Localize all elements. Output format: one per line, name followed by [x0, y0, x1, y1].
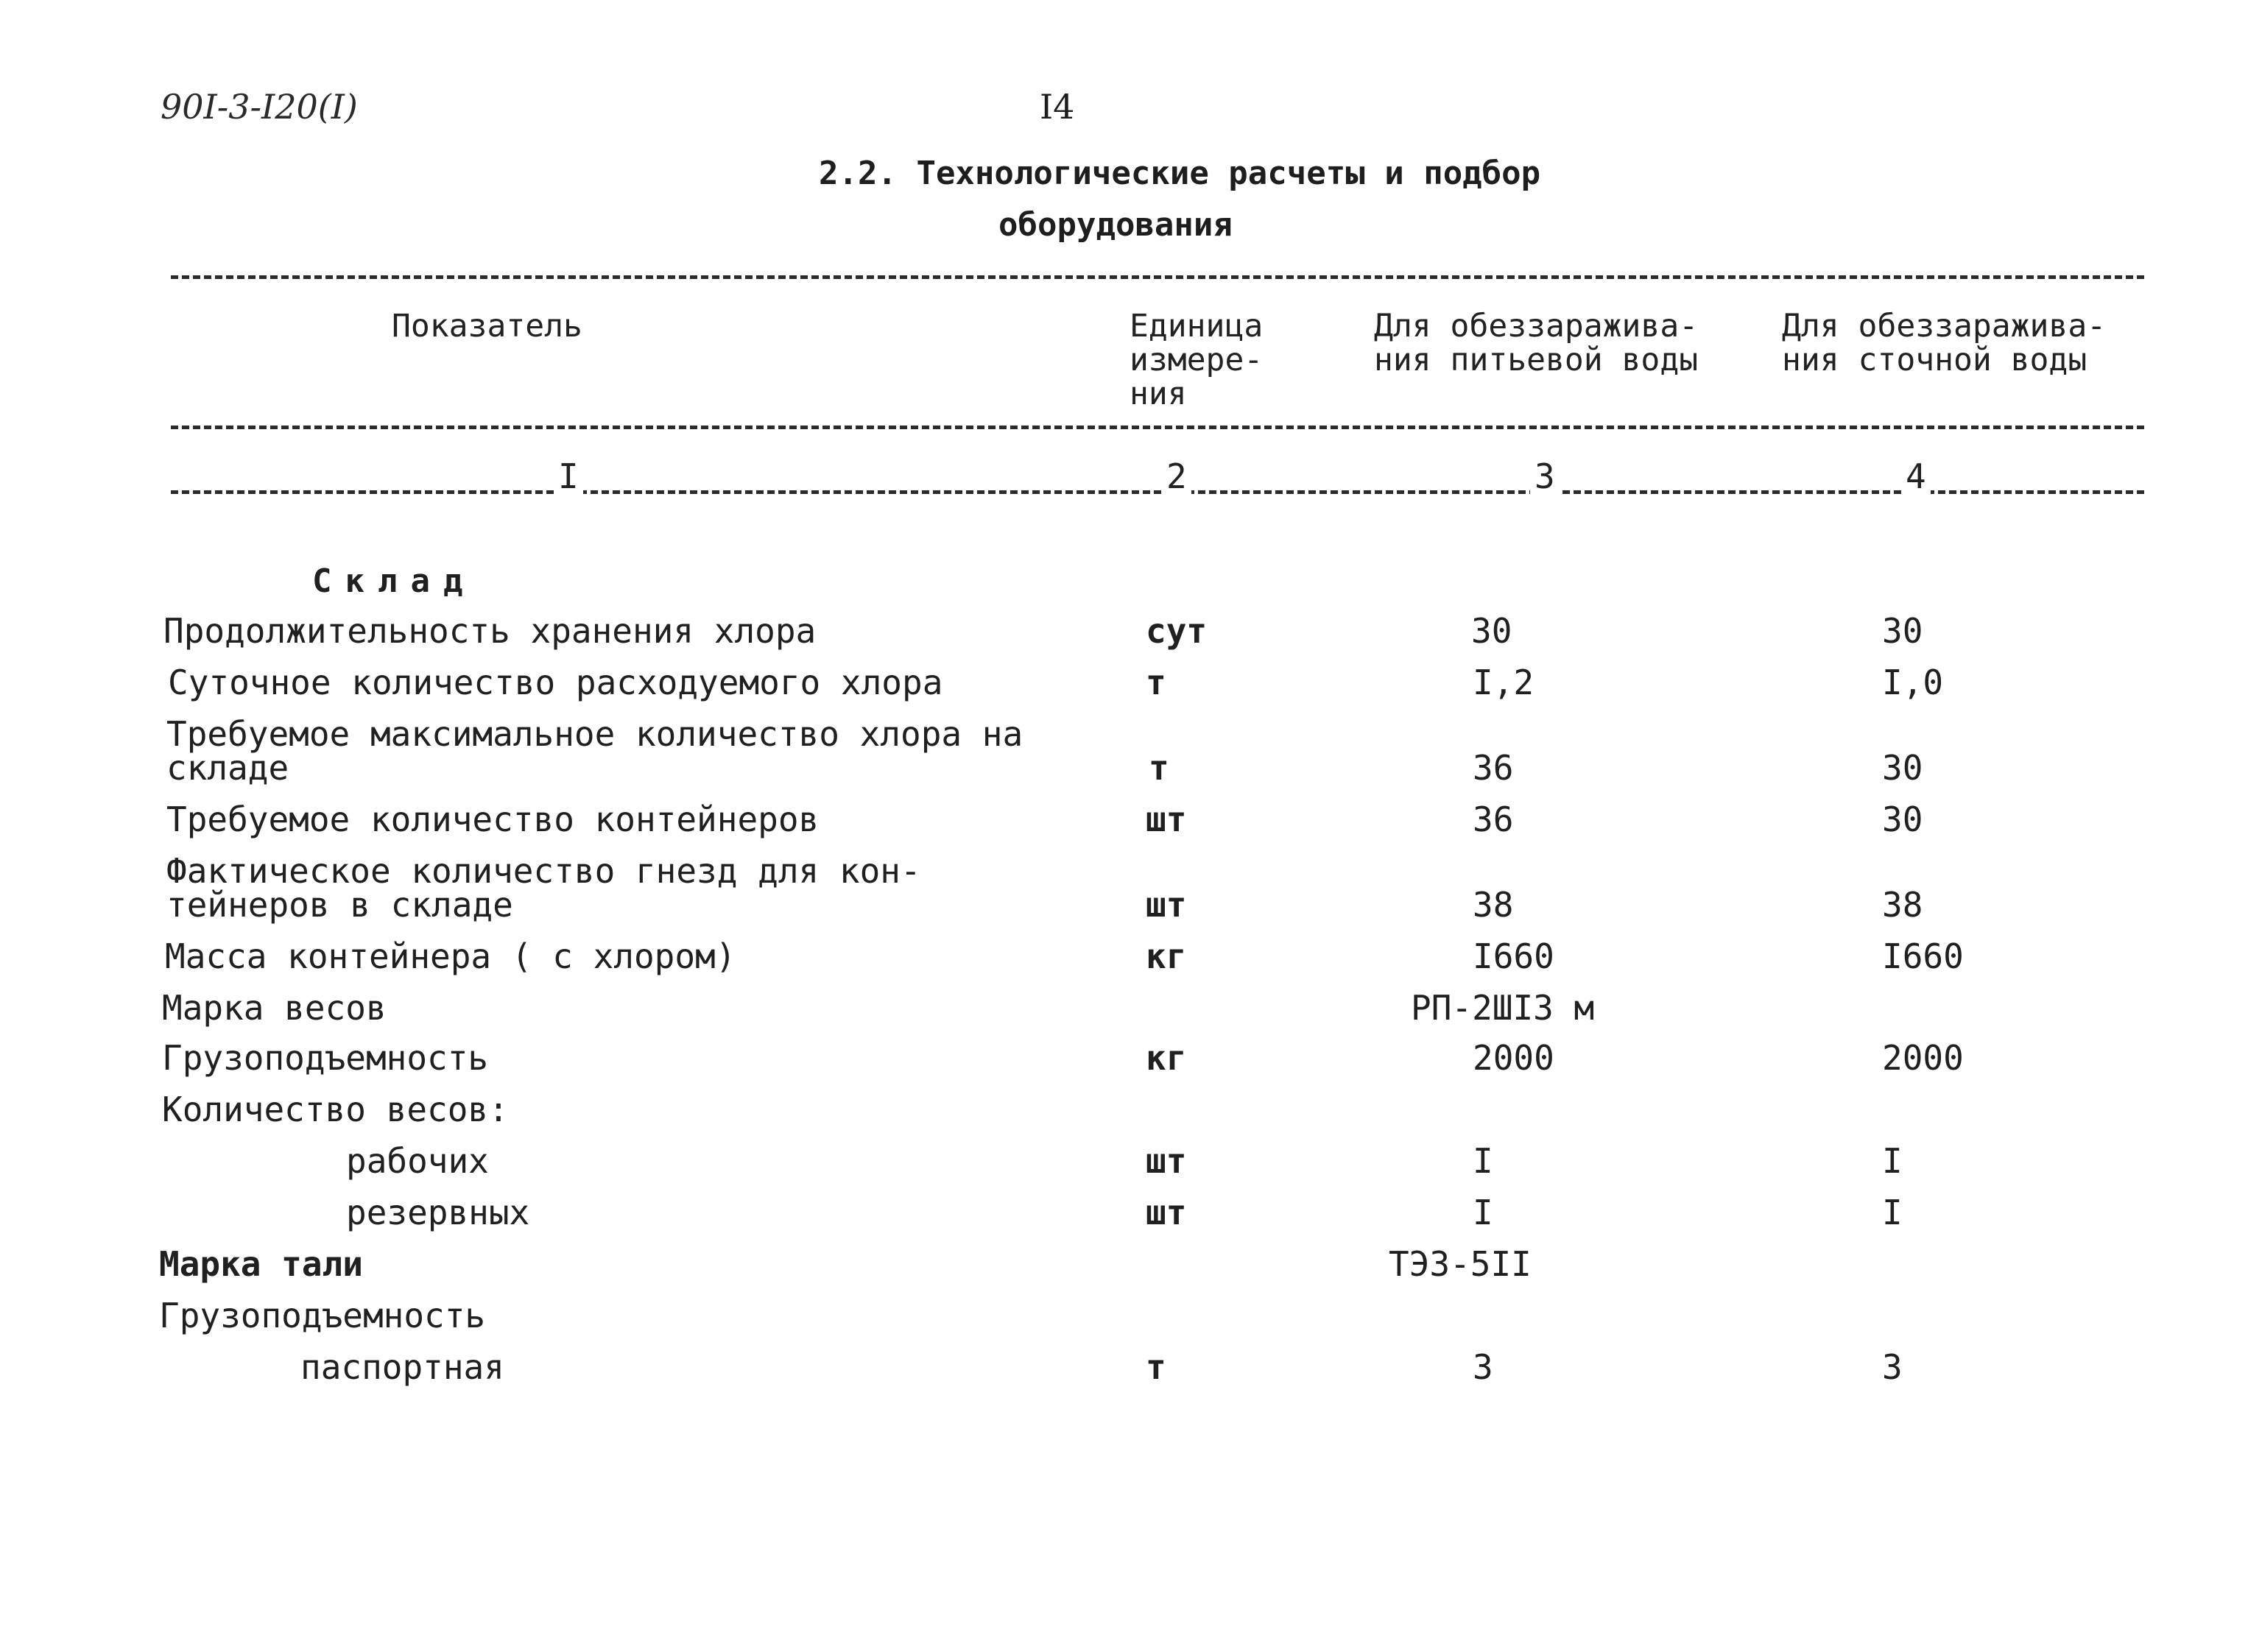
row-value-drinking: I660 [1473, 936, 1554, 976]
row-unit: сут [1146, 611, 1208, 651]
column-number-2: 2 [1162, 456, 1191, 496]
row-value-drinking: I [1473, 1141, 1493, 1181]
column-header-drinking-line: ния питьевой воды [1374, 342, 1699, 378]
row-label-line: Требуемое максимальное количество хлора на [166, 714, 1023, 754]
row-label: резервных [346, 1193, 530, 1232]
column-header-unit-line: ния [1130, 375, 1187, 412]
row-label: Марка весов [162, 988, 387, 1028]
row-value-drinking: I,2 [1473, 663, 1535, 702]
row-value-waste: 30 [1882, 748, 1923, 788]
column-header-unit-line: измере- [1130, 342, 1264, 378]
row-value-drinking: 2000 [1473, 1038, 1554, 1078]
column-number-1: I [554, 456, 583, 496]
row-label-line: Фактическое количество гнезд для кон- [166, 851, 921, 891]
column-header-waste-water [1782, 309, 2106, 377]
section-title-line-1: 2.2. Технологические расчеты и подбор [819, 155, 1541, 192]
row-label-multiline [166, 851, 921, 925]
row-label: Количество весов: [162, 1090, 509, 1129]
column-number-3: 3 [1530, 456, 1560, 496]
row-label: Продолжительность хранения хлора [163, 611, 817, 651]
column-number-4: 4 [1901, 456, 1931, 496]
page-number: I4 [1040, 87, 1075, 127]
row-merged-value: ТЭЗ-5II [1389, 1244, 1532, 1284]
row-value-waste: 38 [1882, 885, 1923, 925]
column-header-drinking-line: Для обеззаражива- [1374, 308, 1699, 345]
column-header-unit-line: Единица [1130, 308, 1264, 345]
row-value-waste: I,0 [1882, 663, 1944, 702]
row-unit: кг [1146, 1038, 1187, 1078]
row-value-waste: 30 [1882, 611, 1923, 651]
row-value-waste: I660 [1882, 936, 1964, 976]
row-value-waste: 30 [1882, 799, 1923, 839]
row-label: рабочих [346, 1141, 489, 1181]
row-label-multiline [166, 714, 1023, 788]
row-value-drinking: 38 [1473, 885, 1514, 925]
row-value-drinking: 3 [1473, 1347, 1493, 1387]
row-value-waste: I [1882, 1193, 1903, 1232]
row-label: Суточное количество расходуемого хлора [168, 663, 943, 702]
row-label-line: складе [166, 748, 289, 788]
header-bottom-rule [171, 490, 2144, 494]
row-label: Требуемое количество контейнеров [166, 799, 820, 839]
row-value-waste: I [1882, 1141, 1903, 1181]
row-unit: т [1149, 748, 1169, 788]
row-value-drinking: 30 [1471, 611, 1512, 651]
row-unit: шт [1146, 1193, 1187, 1232]
row-label: Грузоподъемность [159, 1296, 486, 1335]
row-label: Грузоподъемность [162, 1038, 489, 1078]
column-header-indicator: Показатель [392, 308, 582, 345]
row-label-line: тейнеров в складе [166, 885, 513, 925]
column-header-waste-line: ния сточной воды [1782, 342, 2087, 378]
row-value-drinking: I [1473, 1193, 1493, 1232]
row-unit: шт [1146, 885, 1187, 925]
table-section-title: Склад [312, 562, 476, 600]
header-top-rule [171, 275, 2144, 279]
row-value-waste: 3 [1882, 1347, 1903, 1387]
row-label: Масса контейнера ( с хлором) [165, 936, 736, 976]
column-header-unit [1130, 309, 1263, 411]
row-merged-value: РП-2ШI3 м [1411, 988, 1595, 1028]
row-value-drinking: 36 [1473, 748, 1514, 788]
row-unit: кг [1146, 936, 1187, 976]
row-label: паспортная [300, 1347, 504, 1387]
document-code: 90I-3-I20(I) [161, 87, 358, 127]
row-unit: т [1146, 663, 1166, 702]
row-unit: шт [1146, 799, 1187, 839]
header-mid-rule [171, 426, 2144, 429]
row-label: Марка тали [159, 1244, 363, 1284]
section-title-line-2: оборудования [998, 206, 1233, 244]
row-unit: шт [1146, 1141, 1187, 1181]
row-value-drinking: 36 [1473, 799, 1514, 839]
column-header-drinking-water [1374, 309, 1698, 377]
column-header-waste-line: Для обеззаражива- [1782, 308, 2107, 345]
row-unit: т [1146, 1347, 1166, 1387]
row-value-waste: 2000 [1882, 1038, 1964, 1078]
